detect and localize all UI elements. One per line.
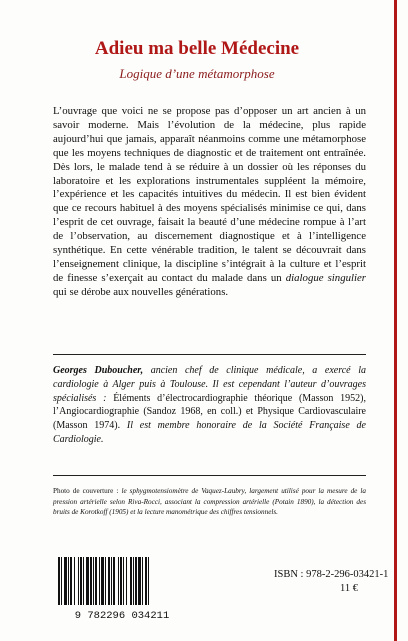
barcode-number: 9 782296 034211: [74, 610, 170, 621]
book-subtitle: Logique d’une métamorphose: [119, 66, 275, 81]
bio-part-2: Éléments d’électrocardiographie théorique (Masson 1952), l’Angiocardiographie (Sandoz 1968, en coll.) et Physique Cardiovasculaire (Masson 1974).: [53, 392, 366, 432]
cover-photo-credit: [53, 486, 366, 518]
blurb-paragraph: [53, 105, 366, 300]
blurb-text: L’ouvrage que voici ne se propose pas d’opposer un art ancien à un savoir moderne. Mais l’évolution de la médecine, plus rapide aujourd’hui que jamais, apparaît néanmoins comme une métamorphose que les moyens techniques de diagnostic et de traitement ont entraînée. Dès lors, le malade tend à se réduire à un dossier où les réponses du laboratoire et les explorations instrumentales suppléent la mémoire, l’expérience et les capacités intuitives du médecin. Il est bien évident que ce recours habituel à des moyens spécialisés minimise ce qui, dans l’esprit de cet ouvrage, faisait la beauté d’une médecine rompue à l’art de l’observation, au discernement diagnostique et à l’intelligence synthétique. En cette vénérable tradition, le talent se découvrait dans l’enseignement clinique, la discipline s’intégrait à la culture et l’esprit de finesse s’exerçait au contact du malade dans un: [53, 105, 366, 284]
bio-part-1: ancien chef de clinique médicale, a exercé la cardiologie à Alger puis à Toulouse. Il est cependant l’auteur d’ouvrages spécialisés :: [53, 365, 366, 404]
author-bio: [53, 364, 366, 447]
blurb-ending: qui se dérobe aux nouvelles générations.: [53, 285, 229, 298]
right-edge-border: [394, 0, 397, 641]
barcode: [50, 555, 194, 621]
price: 11 €: [340, 583, 358, 594]
separator-rule-top: [53, 354, 366, 355]
separator-rule-bottom: [53, 475, 366, 476]
author-name: Georges Duboucher,: [53, 365, 144, 376]
blurb-italic-phrase: dialogue singulier: [285, 271, 366, 284]
photo-credit-lead: Photo de couverture :: [53, 487, 119, 495]
barcode-bars: [58, 557, 149, 605]
book-title: Adieu ma belle Médecine: [94, 38, 300, 59]
isbn: ISBN : 978-2-296-03421-1: [274, 569, 389, 580]
photo-credit-text: le sphygmotensiomètre de Vaquez-Laubry, largement utilisé pour la mesure de la pression artérielle selon Riva-Rocci, associant la compression artérielle (Potain 1890), la détection des bruits de Korotkoff (1905) et la lecture manométrique des chiffres tensionnels.: [53, 487, 366, 517]
bio-part-3: Il est membre honoraire de la Société Française de Cardiologie.: [53, 420, 366, 445]
